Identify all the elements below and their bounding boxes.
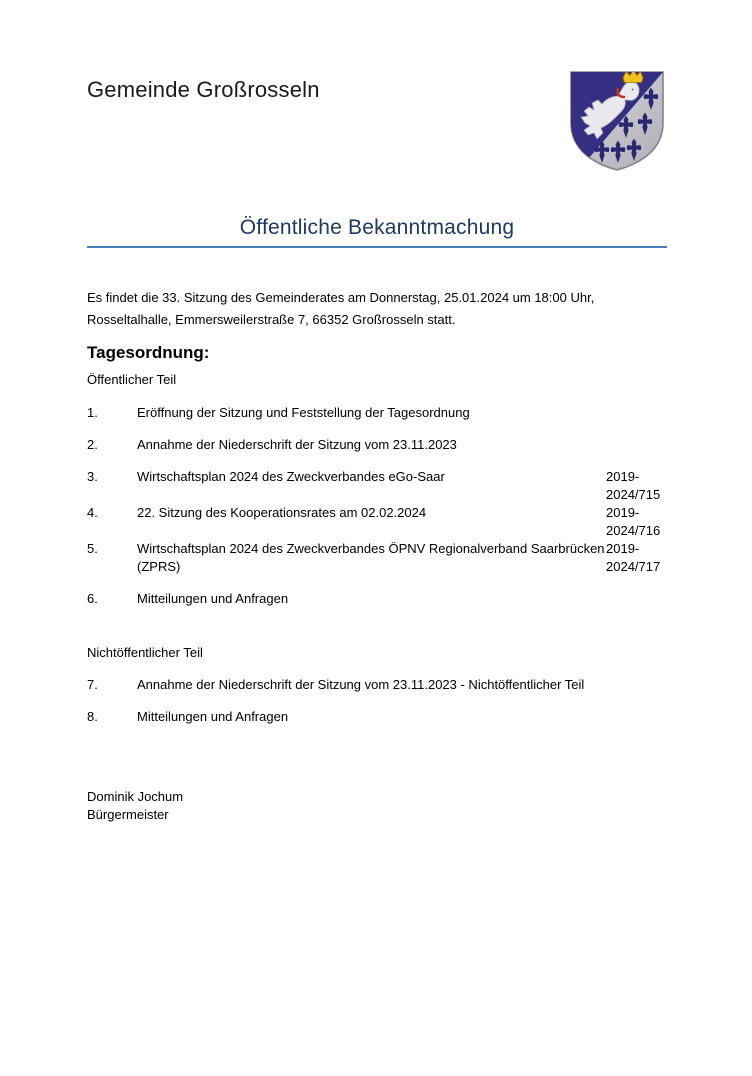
agenda-item-number: 4. bbox=[87, 505, 98, 520]
signatory-name: Dominik Jochum bbox=[87, 789, 184, 804]
agenda-item-1 bbox=[87, 404, 667, 422]
agenda-item-ref: 2019-2024/715 bbox=[606, 469, 661, 502]
agenda-item-number: 2. bbox=[87, 437, 98, 452]
agenda-item-number: 8. bbox=[87, 709, 98, 724]
agenda-item-ref bbox=[606, 590, 667, 608]
agenda-item-4 bbox=[87, 504, 667, 540]
agenda-item-number: 7. bbox=[87, 677, 98, 692]
agenda-item-number: 6. bbox=[87, 591, 98, 606]
agenda-item-number: 3. bbox=[87, 469, 98, 484]
agenda-item-text: Mitteilungen und Anfragen bbox=[137, 709, 289, 724]
agenda-item-ref: 2019-2024/716 bbox=[606, 505, 661, 538]
municipality-name: Gemeinde Großrosseln bbox=[87, 77, 320, 102]
title-block bbox=[87, 216, 667, 248]
agenda-item-5 bbox=[87, 540, 667, 576]
signature-block bbox=[87, 788, 667, 824]
agenda-list-nonpublic bbox=[87, 676, 667, 726]
agenda-item-text: Eröffnung der Sitzung und Feststellung der Tagesordnung bbox=[137, 405, 470, 420]
agenda-item-number: 1. bbox=[87, 405, 98, 420]
agenda-item-ref: 2019-2024/717 bbox=[606, 541, 661, 574]
agenda-item-text: 22. Sitzung des Kooperationsrates am 02.02.2024 bbox=[137, 505, 427, 520]
agenda-item-text: Wirtschaftsplan 2024 des Zweckverbandes eGo-Saar bbox=[137, 469, 445, 484]
agenda-item-8 bbox=[87, 708, 667, 726]
intro-paragraph: Es findet die 33. Sitzung des Gemeinderates am Donnerstag, 25.01.2024 um 18:00 Uhr, Rosseltalhalle, Emmersweilerstraße 7, 66352 Großrosseln statt. bbox=[87, 290, 595, 327]
agenda-item-text: Annahme der Niederschrift der Sitzung vom 23.11.2023 bbox=[137, 437, 457, 452]
agenda-list-public bbox=[87, 404, 667, 608]
agenda-item-3 bbox=[87, 468, 667, 504]
coat-of-arms-icon bbox=[568, 68, 667, 174]
agenda-item-text: Annahme der Niederschrift der Sitzung vom 23.11.2023 - Nichtöffentlicher Teil bbox=[137, 677, 585, 692]
agenda-item-text: Mitteilungen und Anfragen bbox=[137, 591, 289, 606]
section-nonpublic-label: Nichtöffentlicher Teil bbox=[87, 645, 203, 660]
signatory-role: Bürgermeister bbox=[87, 807, 169, 822]
document-header bbox=[87, 0, 667, 174]
agenda-heading: Tagesordnung: bbox=[87, 343, 210, 362]
agenda-item-text: Wirtschaftsplan 2024 des Zweckverbandes ÖPNV Regionalverband Saarbrücken (ZPRS) bbox=[137, 541, 605, 574]
agenda-item-ref bbox=[606, 436, 667, 454]
agenda-item-ref bbox=[606, 708, 667, 726]
agenda-item-2 bbox=[87, 436, 667, 454]
page-title: Öffentliche Bekanntmachung bbox=[239, 216, 515, 239]
agenda-item-6 bbox=[87, 590, 667, 608]
section-public-label: Öffentlicher Teil bbox=[87, 372, 177, 387]
agenda-item-ref bbox=[606, 404, 667, 422]
agenda-item-7 bbox=[87, 676, 667, 694]
agenda-item-number: 5. bbox=[87, 541, 98, 556]
agenda-item-ref bbox=[606, 676, 667, 694]
shield-shape bbox=[571, 70, 663, 170]
